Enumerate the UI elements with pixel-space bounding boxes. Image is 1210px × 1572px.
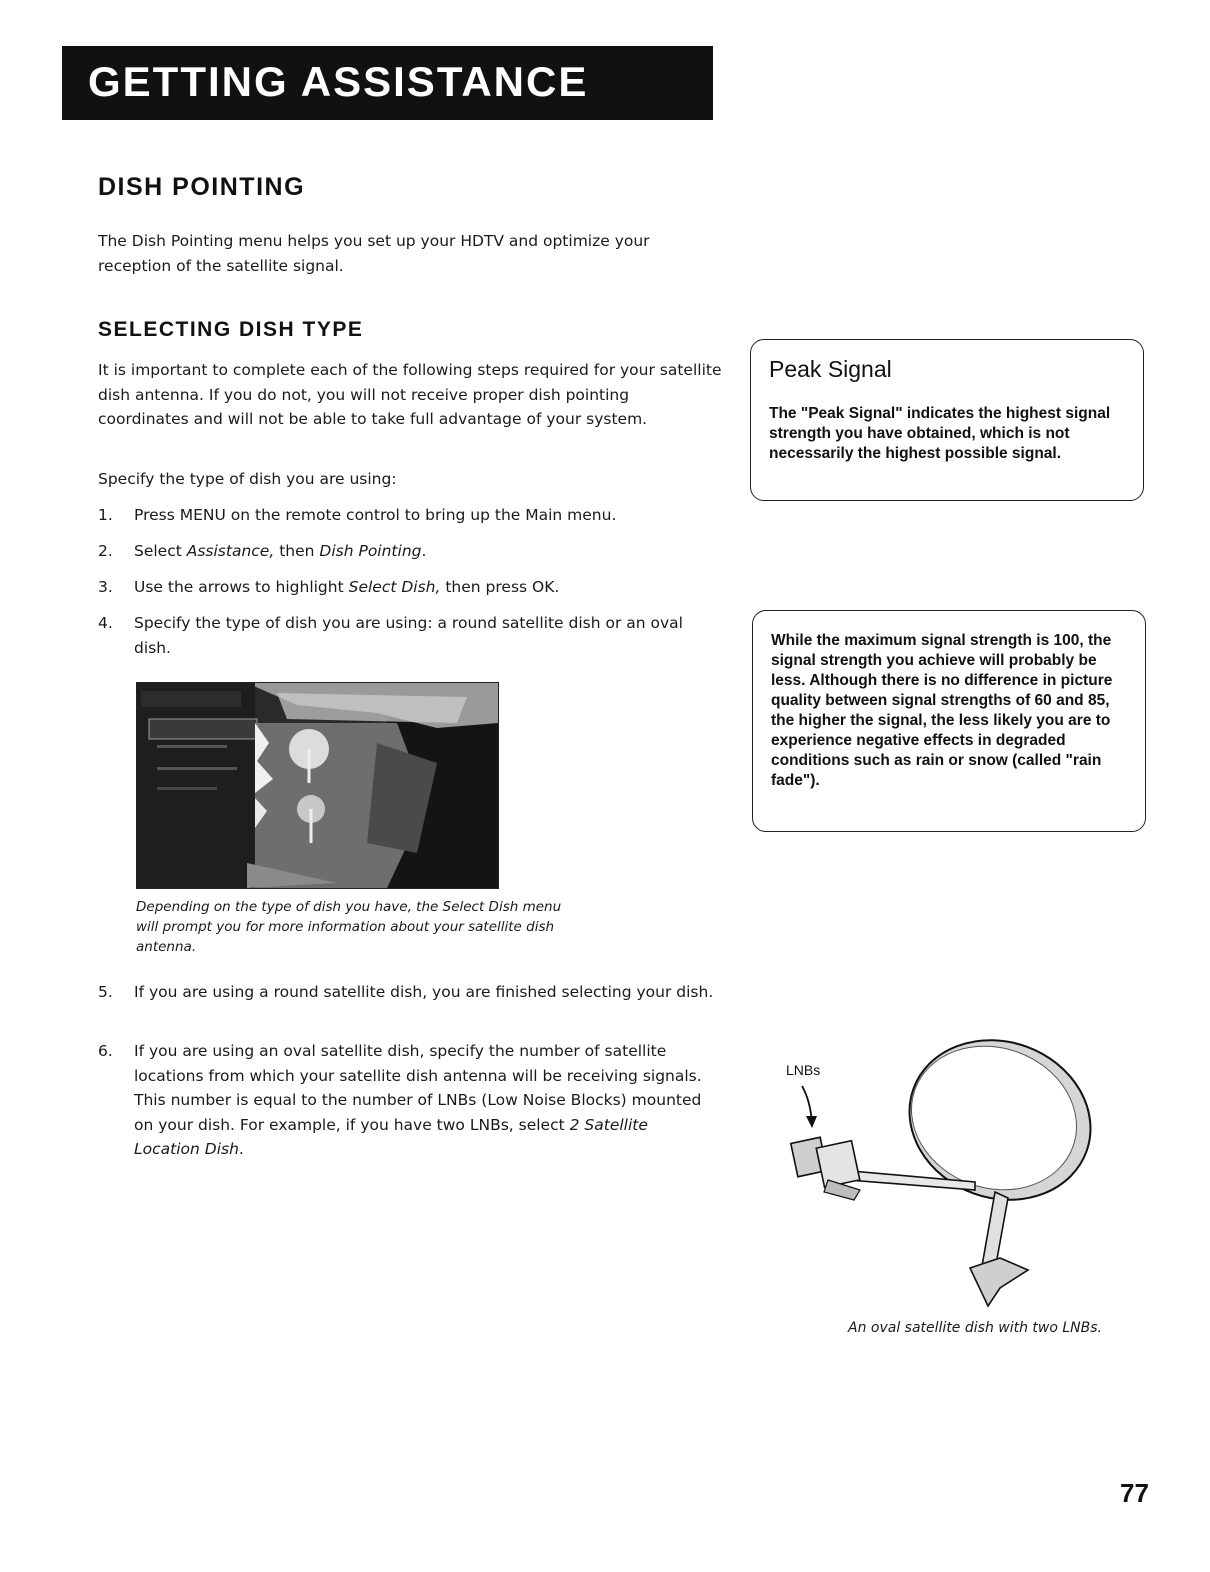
screenshot-caption: Depending on the type of dish you have, the Select Dish menu will prompt you for more information about your satellite dish antenna. bbox=[136, 899, 562, 955]
step-number: 3. bbox=[98, 578, 113, 596]
step-text: Select Assistance, then Dish Pointing. bbox=[134, 542, 427, 560]
step-text: If you are using an oval satellite dish, specify the number of satellite locations from which your satellite dish antenna will be receiving signals. This number is equal to the number of LNBs (Low Noise Blocks) mounted on your dish. For example, if you have two LNBs, select 2 Satellite Location Dish. bbox=[134, 1042, 702, 1158]
lnb-label: LNBs bbox=[786, 1062, 821, 1078]
step-text: Use the arrows to highlight Select Dish, then press OK. bbox=[134, 578, 560, 596]
section-title: DISH POINTING bbox=[98, 173, 306, 201]
section-intro: The Dish Pointing menu helps you set up your HDTV and optimize your reception of the satellite signal. bbox=[98, 232, 650, 275]
step-text: Specify the type of dish you are using: a round satellite dish or an oval dish. bbox=[134, 614, 683, 657]
step-text: Press MENU on the remote control to bring up the Main menu. bbox=[134, 506, 617, 524]
step-number: 1. bbox=[98, 506, 113, 524]
step-text: If you are using a round satellite dish, you are finished selecting your dish. bbox=[134, 983, 714, 1001]
callout-title: Peak Signal bbox=[769, 356, 892, 382]
page-number: 77 bbox=[1120, 1478, 1149, 1508]
arrow-down-icon bbox=[802, 1086, 817, 1128]
callout-body: The "Peak Signal" indicates the highest signal strength you have obtained, which is not necessarily the highest possible signal. bbox=[769, 405, 1111, 462]
dish-figure-caption: An oval satellite dish with two LNBs. bbox=[848, 1320, 1102, 1336]
max-signal-callout bbox=[752, 610, 1146, 832]
subsection-para-1: It is important to complete each of the following steps required for your satellite dish antenna. If you do not, you will not receive proper dish pointing coordinates and will not be able to take full advantage of your system. bbox=[98, 361, 722, 428]
step-number: 5. bbox=[98, 983, 113, 1001]
step-number: 6. bbox=[98, 1042, 113, 1060]
subsection-para-2: Specify the type of dish you are using: bbox=[98, 470, 397, 488]
peak-signal-callout bbox=[750, 339, 1144, 501]
subsection-title: SELECTING DISH TYPE bbox=[98, 318, 364, 341]
callout-body: While the maximum signal strength is 100, the signal strength you achieve will probably be less. Although there is no difference in picture quality between signal strengths of 60 and 85, the higher the signal, the less likely you are to experience negative effects in degraded conditions such as rain or snow (called "rain fade"). bbox=[771, 632, 1113, 789]
step-number: 4. bbox=[98, 614, 113, 632]
step-number: 2. bbox=[98, 542, 113, 560]
chapter-title: GETTING ASSISTANCE bbox=[88, 58, 589, 105]
chapter-banner bbox=[62, 46, 713, 120]
oval-dish-illustration bbox=[770, 1030, 1110, 1310]
select-dish-menu-screenshot bbox=[136, 682, 499, 889]
